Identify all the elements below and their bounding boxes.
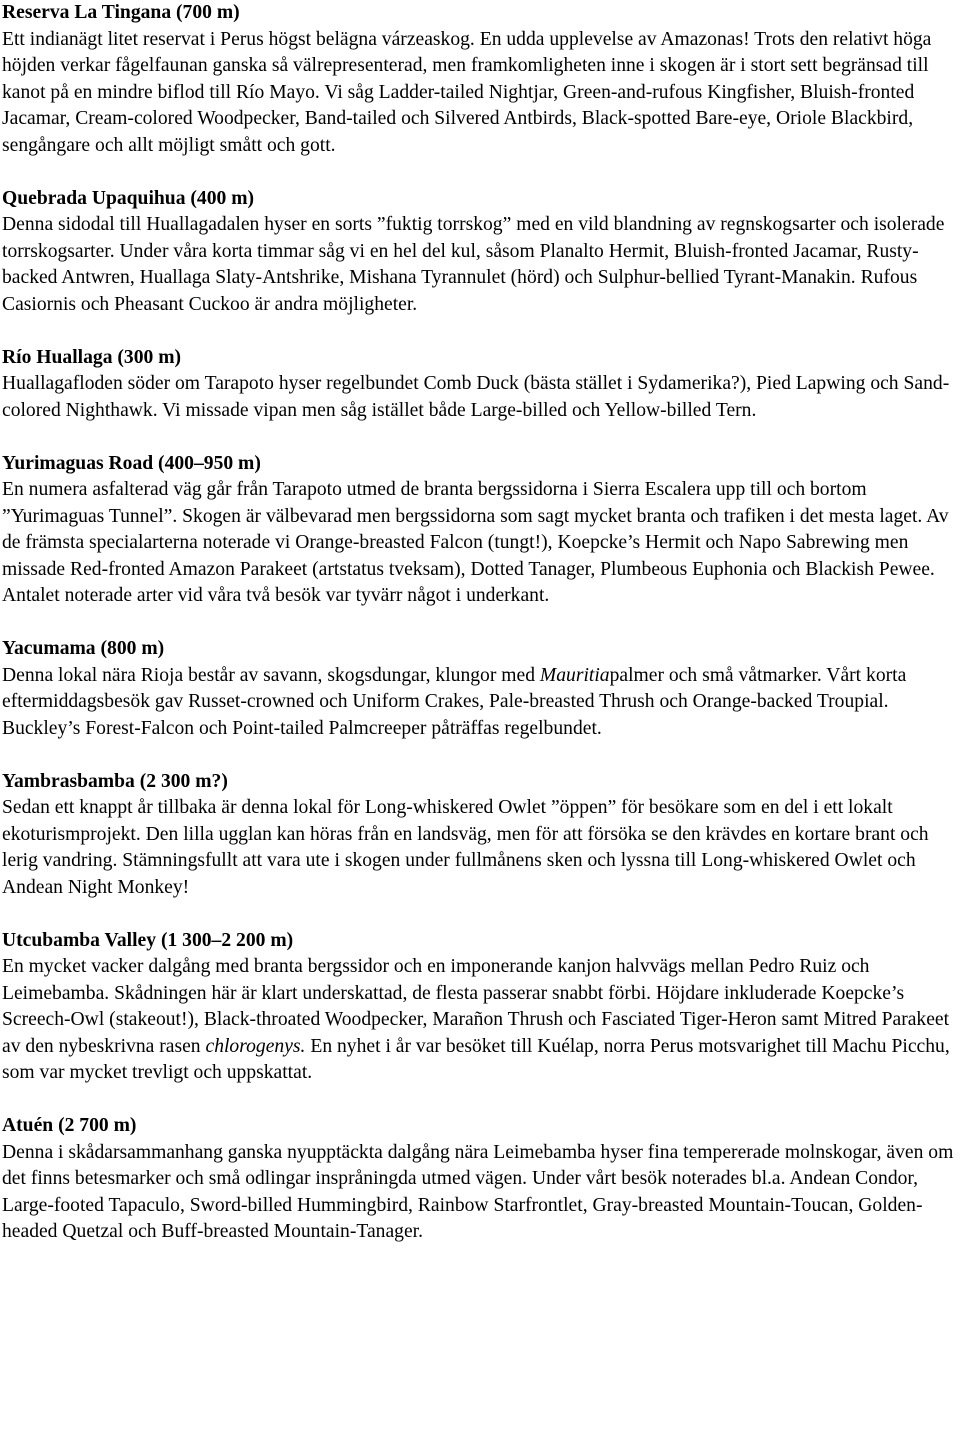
section-body: Ett indianägt litet reservat i Perus högst belägna várzeaskog. En udda upplevelse av Amazonas! Trots den relativt höga höjden verkar fågelfaunan ganska så välrepresenterad, men framkomligheten inne i skogen är i stort sett begränsad till kanot på en mindre biflod till Río Mayo. Vi såg Ladder-tailed Nightjar, Green-and-rufous Kingfisher, Bluish-fronted Jacamar, Cream-colored Woodpecker, Band-tailed och Silvered Antbirds, Black-spotted Bare-eye, Oriole Blackbird, sengångare och allt möjligt smått och gott. [2,28,932,156]
section-yurimaguas-road [2,451,954,610]
section-heading: Yurimaguas Road (400–950 m) [2,452,261,474]
section-body [2,954,954,1087]
section-body: Denna i skådarsammanhang ganska nyupptäckta dalgång nära Leimebamba hyser fina tempererade molnskogar, även om det finns betesmarker och små odlingar inspråningda utmed vägen. Under vårt besök noterades bl.a. Andean Condor, Large-footed Tapaculo, Sword-billed Hummingbird, Rainbow Starfrontlet, Gray-breasted Mountain-Toucan, Golden-headed Quetzal och Buff-breasted Mountain-Tanager. [2,1141,954,1242]
section-body [2,663,954,743]
section-quebrada-upaquihua [2,186,954,319]
section-body: Sedan ett knappt år tillbaka är denna lokal för Long-whiskered Owlet ”öppen” för besökare som en del i ett lokalt ekoturismprojekt. Den lilla ugglan kan höras från en landsväg, men för att försöka se den krävdes en kortare brant och lerig vandring. Stämningsfullt att vara ute i skogen under fullmånens sken och lyssna till Long-whiskered Owlet och Andean Night Monkey! [2,797,929,898]
section-heading: Yambrasbamba (2 300 m?) [2,770,228,792]
section-heading: Río Huallaga (300 m) [2,346,182,368]
section-body: Denna sidodal till Huallagadalen hyser en sorts ”fuktig torrskog” med en vild blandning av regnskogsarter och isolerade torrskogsarter. Under våra korta timmar såg vi en hel del kul, såsom Planalto Hermit, Bluish-fronted Jacamar, Rusty-backed Antwren, Huallaga Slaty-Antshrike, Mishana Tyrannulet (hörd) och Sulphur-bellied Tyrant-Manakin. Rufous Casiornis och Pheasant Cuckoo är andra möjligheter. [2,214,945,315]
section-heading: Quebrada Upaquihua (400 m) [2,187,255,209]
body-text: palmer och små våtmarker. Vårt korta eftermiddagsbesök gav Russet-crowned och Uniform Crakes, Pale-breasted Thrush och Orange-backed Troupial. Buckley’s Forest-Falcon och Point-tailed Palmcreeper påträffas regelbundet. [2,664,907,739]
section-reserva-la-tingana [2,0,954,159]
section-yacumama [2,636,954,742]
section-body: Huallagafloden söder om Tarapoto hyser regelbundet Comb Duck (bästa stället i Sydamerika?), Pied Lapwing och Sand-colored Nighthawk. Vi missade vipan men såg istället både Large-billed och Yellow-billed Tern. [2,373,950,421]
document-page [2,0,954,1272]
section-utcubamba-valley [2,928,954,1087]
body-text: Denna lokal nära Rioja består av savann, skogsdungar, klungor med [2,664,540,686]
section-heading: Atuén (2 700 m) [2,1115,137,1136]
section-heading: Reserva La Tingana (700 m) [2,2,240,23]
section-atuen [2,1113,954,1246]
section-body: En numera asfalterad väg går från Tarapoto utmed de branta bergssidorna i Sierra Escalera upp till och bortom ”Yurimaguas Tunnel”. Skogen är välbevarad men bergssidorna som sagt mycket branta och trafiken i det mesta laget. Av de främsta specialarterna noterade vi Orange-breasted Falcon (tungt!), Koepcke’s Hermit och Napo Sabrewing men missade Red-fronted Amazon Parakeet (artstatus tveksam), Dotted Tanager, Plumbeous Euphonia och Blackish Pewee. Antalet noterade arter vid våra två besök var tyvärr något i underkant. [2,479,949,606]
italic-term: Mauritia [539,664,610,686]
section-yambrasbamba [2,769,954,902]
section-heading: Yacumama (800 m) [2,638,165,659]
italic-term: chlorogenys. [205,1035,306,1057]
body-text: En mycket vacker dalgång med branta bergssidor och en imponerande kanjon halvvägs mellan Pedro Ruiz och Leimebamba. Skådningen här är klart underskattad, de flesta passerar snabbt förbi. Höjdare inkluderade Koepcke’s Screech-Owl (stakeout!), Black-throated Woodpecker, Marañon Thrush och Fasciated Tiger-Heron samt Mitred Parakeet av den nybeskrivna rasen [2,956,950,1057]
body-text: En nyhet i år var besöket till Kuélap, norra Perus motsvarighet till Machu Picchu, som var mycket trevligt och uppskattat. [2,1035,950,1083]
section-rio-huallaga [2,345,954,425]
section-heading: Utcubamba Valley (1 300–2 200 m) [2,929,294,951]
